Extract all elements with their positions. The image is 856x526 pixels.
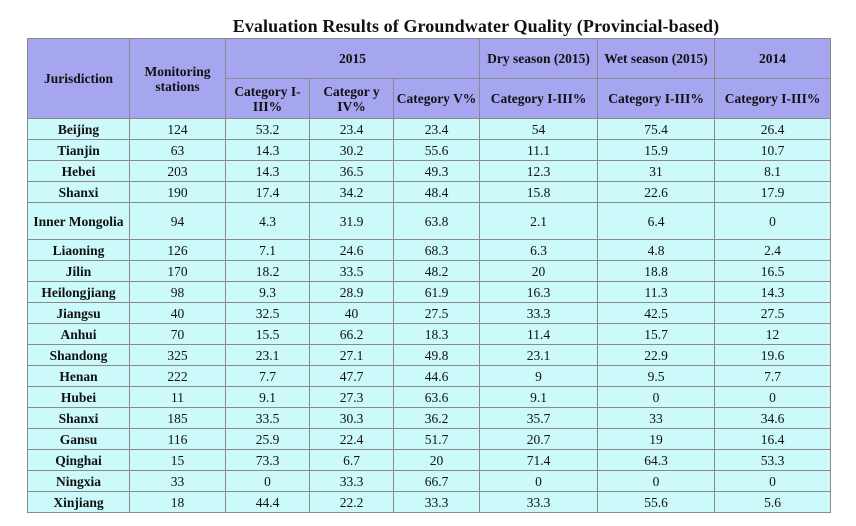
groundwater-quality-table: [27, 38, 831, 513]
cell-category-1-3: 23.1: [226, 345, 310, 366]
cell-category-1-3: 73.3: [226, 450, 310, 471]
cell-category-5: 63.6: [394, 387, 480, 408]
cell-2014-category-1-3: 12: [715, 324, 831, 345]
cell-wet-category-1-3: 4.8: [598, 240, 715, 261]
cell-dry-category-1-3: 35.7: [480, 408, 598, 429]
cell-category-1-3: 15.5: [226, 324, 310, 345]
cell-category-5: 49.3: [394, 161, 480, 182]
cell-jurisdiction: Shandong: [28, 345, 130, 366]
cell-category-4: 33.3: [310, 471, 394, 492]
cell-category-4: 27.3: [310, 387, 394, 408]
cell-category-5: 66.7: [394, 471, 480, 492]
cell-category-1-3: 7.1: [226, 240, 310, 261]
cell-wet-category-1-3: 33: [598, 408, 715, 429]
cell-category-4: 22.4: [310, 429, 394, 450]
table-row: [28, 408, 831, 429]
cell-stations: 18: [130, 492, 226, 513]
cell-wet-category-1-3: 15.9: [598, 140, 715, 161]
cell-category-5: 48.4: [394, 182, 480, 203]
cell-dry-category-1-3: 20.7: [480, 429, 598, 450]
cell-wet-category-1-3: 19: [598, 429, 715, 450]
cell-2014-category-1-3: 8.1: [715, 161, 831, 182]
cell-wet-category-1-3: 75.4: [598, 119, 715, 140]
cell-jurisdiction: Tianjin: [28, 140, 130, 161]
cell-category-4: 34.2: [310, 182, 394, 203]
cell-category-5: 51.7: [394, 429, 480, 450]
header-2014-category-1-3: Category I-III%: [715, 79, 831, 119]
cell-category-5: 68.3: [394, 240, 480, 261]
table-row: [28, 303, 831, 324]
table-row: [28, 261, 831, 282]
header-2015: 2015: [226, 39, 480, 79]
cell-category-1-3: 53.2: [226, 119, 310, 140]
cell-wet-category-1-3: 15.7: [598, 324, 715, 345]
cell-jurisdiction: Hubei: [28, 387, 130, 408]
cell-category-1-3: 0: [226, 471, 310, 492]
cell-stations: 116: [130, 429, 226, 450]
cell-category-4: 33.5: [310, 261, 394, 282]
cell-dry-category-1-3: 15.8: [480, 182, 598, 203]
cell-category-1-3: 25.9: [226, 429, 310, 450]
table-row: [28, 119, 831, 140]
cell-2014-category-1-3: 0: [715, 203, 831, 240]
cell-stations: 190: [130, 182, 226, 203]
cell-2014-category-1-3: 16.5: [715, 261, 831, 282]
cell-stations: 124: [130, 119, 226, 140]
cell-category-1-3: 44.4: [226, 492, 310, 513]
cell-stations: 40: [130, 303, 226, 324]
cell-category-5: 20: [394, 450, 480, 471]
cell-wet-category-1-3: 9.5: [598, 366, 715, 387]
cell-category-1-3: 17.4: [226, 182, 310, 203]
table-row: [28, 161, 831, 182]
cell-category-1-3: 14.3: [226, 161, 310, 182]
cell-dry-category-1-3: 33.3: [480, 492, 598, 513]
table-row: [28, 282, 831, 303]
header-monitoring-stations: Monitoring stations: [130, 39, 226, 119]
cell-dry-category-1-3: 2.1: [480, 203, 598, 240]
cell-category-5: 61.9: [394, 282, 480, 303]
header-dry-category-1-3: Category I-III%: [480, 79, 598, 119]
cell-2014-category-1-3: 5.6: [715, 492, 831, 513]
cell-stations: 126: [130, 240, 226, 261]
cell-category-1-3: 18.2: [226, 261, 310, 282]
cell-wet-category-1-3: 0: [598, 387, 715, 408]
cell-stations: 70: [130, 324, 226, 345]
table-row: [28, 450, 831, 471]
cell-jurisdiction: Shanxi: [28, 182, 130, 203]
cell-category-1-3: 9.1: [226, 387, 310, 408]
header-wet-category-1-3: Category I-III%: [598, 79, 715, 119]
cell-2014-category-1-3: 19.6: [715, 345, 831, 366]
cell-jurisdiction: Jilin: [28, 261, 130, 282]
cell-wet-category-1-3: 0: [598, 471, 715, 492]
cell-category-4: 40: [310, 303, 394, 324]
table-row: [28, 429, 831, 450]
header-dry-season: Dry season (2015): [480, 39, 598, 79]
cell-2014-category-1-3: 0: [715, 471, 831, 492]
cell-stations: 11: [130, 387, 226, 408]
cell-wet-category-1-3: 31: [598, 161, 715, 182]
cell-2014-category-1-3: 53.3: [715, 450, 831, 471]
table-row: [28, 366, 831, 387]
cell-dry-category-1-3: 0: [480, 471, 598, 492]
cell-wet-category-1-3: 6.4: [598, 203, 715, 240]
cell-2014-category-1-3: 34.6: [715, 408, 831, 429]
table-row: [28, 345, 831, 366]
cell-category-5: 55.6: [394, 140, 480, 161]
cell-2014-category-1-3: 14.3: [715, 282, 831, 303]
cell-jurisdiction: Qinghai: [28, 450, 130, 471]
cell-jurisdiction: Gansu: [28, 429, 130, 450]
cell-wet-category-1-3: 11.3: [598, 282, 715, 303]
cell-jurisdiction: Inner Mongolia: [28, 203, 130, 240]
cell-2014-category-1-3: 2.4: [715, 240, 831, 261]
cell-wet-category-1-3: 18.8: [598, 261, 715, 282]
cell-category-4: 30.2: [310, 140, 394, 161]
cell-category-5: 36.2: [394, 408, 480, 429]
cell-dry-category-1-3: 9.1: [480, 387, 598, 408]
cell-category-4: 28.9: [310, 282, 394, 303]
cell-jurisdiction: Jiangsu: [28, 303, 130, 324]
table-body: [28, 119, 831, 513]
cell-dry-category-1-3: 33.3: [480, 303, 598, 324]
cell-2014-category-1-3: 0: [715, 387, 831, 408]
cell-jurisdiction: Liaoning: [28, 240, 130, 261]
cell-stations: 203: [130, 161, 226, 182]
cell-stations: 185: [130, 408, 226, 429]
cell-dry-category-1-3: 23.1: [480, 345, 598, 366]
cell-2014-category-1-3: 17.9: [715, 182, 831, 203]
header-2014: 2014: [715, 39, 831, 79]
cell-jurisdiction: Henan: [28, 366, 130, 387]
cell-dry-category-1-3: 54: [480, 119, 598, 140]
cell-stations: 98: [130, 282, 226, 303]
cell-stations: 15: [130, 450, 226, 471]
cell-wet-category-1-3: 22.6: [598, 182, 715, 203]
cell-category-5: 63.8: [394, 203, 480, 240]
cell-jurisdiction: Heilongjiang: [28, 282, 130, 303]
cell-category-5: 33.3: [394, 492, 480, 513]
header-wet-season: Wet season (2015): [598, 39, 715, 79]
cell-stations: 170: [130, 261, 226, 282]
cell-category-5: 44.6: [394, 366, 480, 387]
cell-dry-category-1-3: 16.3: [480, 282, 598, 303]
cell-category-5: 27.5: [394, 303, 480, 324]
cell-jurisdiction: Hebei: [28, 161, 130, 182]
cell-2014-category-1-3: 10.7: [715, 140, 831, 161]
header-jurisdiction: Jurisdiction: [28, 39, 130, 119]
cell-dry-category-1-3: 11.1: [480, 140, 598, 161]
cell-jurisdiction: Beijing: [28, 119, 130, 140]
cell-category-5: 23.4: [394, 119, 480, 140]
cell-category-1-3: 14.3: [226, 140, 310, 161]
cell-category-4: 24.6: [310, 240, 394, 261]
table-row: [28, 471, 831, 492]
cell-category-4: 27.1: [310, 345, 394, 366]
cell-category-4: 6.7: [310, 450, 394, 471]
cell-wet-category-1-3: 64.3: [598, 450, 715, 471]
table-row: [28, 140, 831, 161]
cell-dry-category-1-3: 9: [480, 366, 598, 387]
header-category-1-3: Category I-III%: [226, 79, 310, 119]
cell-category-5: 18.3: [394, 324, 480, 345]
cell-category-1-3: 4.3: [226, 203, 310, 240]
cell-wet-category-1-3: 22.9: [598, 345, 715, 366]
cell-jurisdiction: Ningxia: [28, 471, 130, 492]
cell-jurisdiction: Shanxi: [28, 408, 130, 429]
cell-stations: 94: [130, 203, 226, 240]
table-row: [28, 324, 831, 345]
table-row: [28, 387, 831, 408]
cell-category-1-3: 7.7: [226, 366, 310, 387]
cell-stations: 33: [130, 471, 226, 492]
cell-2014-category-1-3: 16.4: [715, 429, 831, 450]
header-category-4: Categor y IV%: [310, 79, 394, 119]
table-title: Evaluation Results of Groundwater Quality (Provincial-based): [232, 16, 720, 36]
cell-category-1-3: 33.5: [226, 408, 310, 429]
cell-2014-category-1-3: 7.7: [715, 366, 831, 387]
header-row-1: [28, 39, 831, 79]
cell-dry-category-1-3: 71.4: [480, 450, 598, 471]
cell-category-1-3: 9.3: [226, 282, 310, 303]
table-row: [28, 240, 831, 261]
cell-category-5: 48.2: [394, 261, 480, 282]
table-row: [28, 203, 831, 240]
cell-dry-category-1-3: 20: [480, 261, 598, 282]
cell-2014-category-1-3: 27.5: [715, 303, 831, 324]
cell-category-4: 66.2: [310, 324, 394, 345]
cell-dry-category-1-3: 11.4: [480, 324, 598, 345]
cell-stations: 63: [130, 140, 226, 161]
cell-wet-category-1-3: 55.6: [598, 492, 715, 513]
cell-dry-category-1-3: 6.3: [480, 240, 598, 261]
cell-category-4: 36.5: [310, 161, 394, 182]
cell-jurisdiction: Anhui: [28, 324, 130, 345]
cell-dry-category-1-3: 12.3: [480, 161, 598, 182]
cell-category-4: 47.7: [310, 366, 394, 387]
cell-category-1-3: 32.5: [226, 303, 310, 324]
cell-stations: 325: [130, 345, 226, 366]
table-row: [28, 182, 831, 203]
cell-category-4: 30.3: [310, 408, 394, 429]
cell-stations: 222: [130, 366, 226, 387]
cell-wet-category-1-3: 42.5: [598, 303, 715, 324]
header-category-5: Category V%: [394, 79, 480, 119]
cell-category-5: 49.8: [394, 345, 480, 366]
cell-category-4: 23.4: [310, 119, 394, 140]
table-row: [28, 492, 831, 513]
cell-2014-category-1-3: 26.4: [715, 119, 831, 140]
cell-category-4: 22.2: [310, 492, 394, 513]
cell-jurisdiction: Xinjiang: [28, 492, 130, 513]
cell-category-4: 31.9: [310, 203, 394, 240]
